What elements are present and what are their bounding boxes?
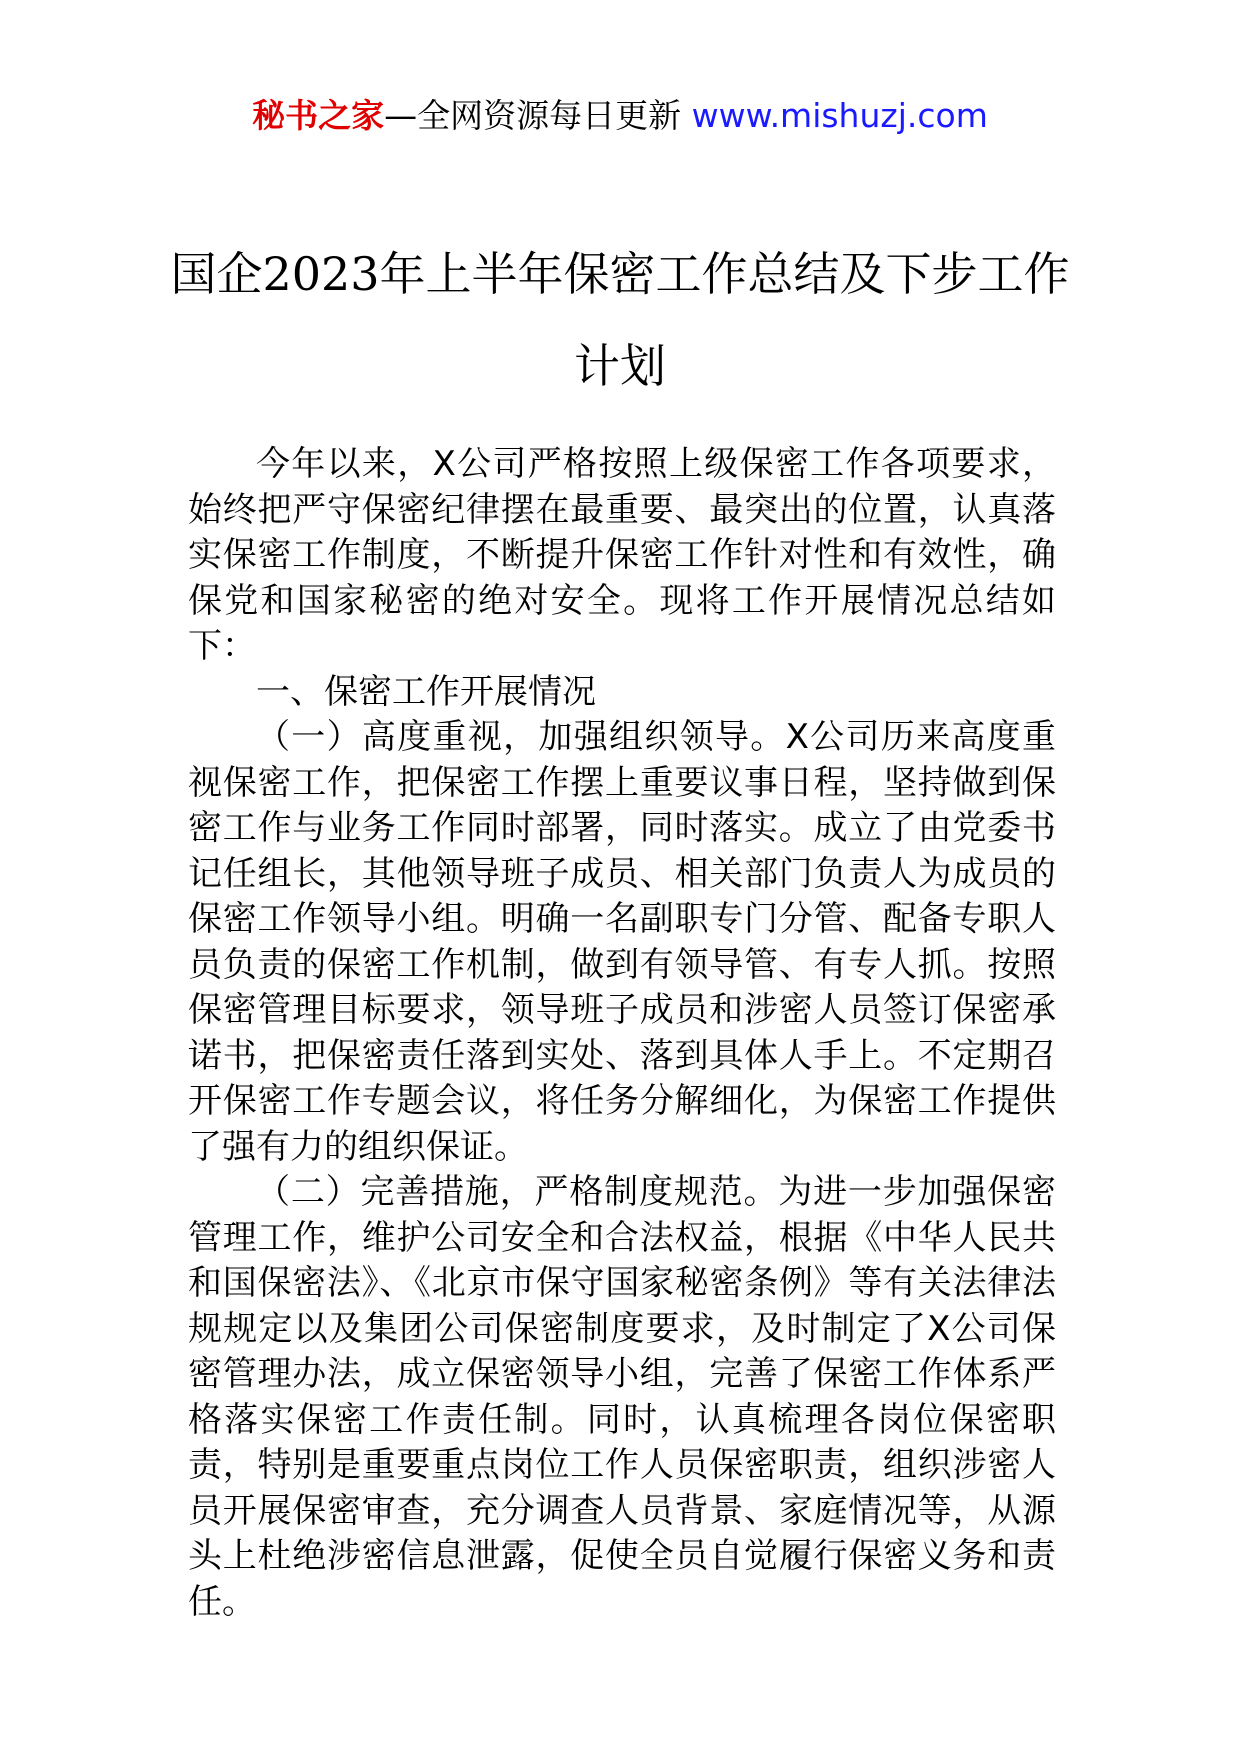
- header-slogan: —全网资源每日更新: [384, 96, 692, 135]
- paragraph-organization: （一）高度重视，加强组织领导。X公司历来高度重视保密工作，把保密工作摆上重要议事日程，坚持做到保密工作与业务工作同时部署，同时落实。成立了由党委书记任组长，其他领导班子成员、相关部门负责人为成员的保密工作领导小组。明确一名副职专门分管、配备专职人员负责的保密工作机制，做到有领导管、有专人抓。按照保密管理目标要求，领导班子成员和涉密人员签订保密承诺书，把保密责任落到实处、落到具体人手上。不定期召开保密工作专题会议，将任务分解细化，为保密工作提供了强有力的组织保证。: [188, 717, 1056, 1167]
- intro-paragraph: 今年以来，X公司严格按照上级保密工作各项要求，始终把严守保密纪律摆在最重要、最突出的位置，认真落实保密工作制度，不断提升保密工作针对性和有效性，确保党和国家秘密的绝对安全。现将工作开展情况总结如下：: [188, 444, 1056, 666]
- paragraph-regulations: （二）完善措施，严格制度规范。为进一步加强保密管理工作，维护公司安全和合法权益，根据《中华人民共和国保密法》、《北京市保守国家秘密条例》等有关法律法规规定以及集团公司保密制度要求，及时制定了X公司保密管理办法，成立保密领导小组，完善了保密工作体系严格落实保密工作责任制。同时，认真梳理各岗位保密职责，特别是重要重点岗位工作人员保密职责，组织涉密人员开展保密审查，充分调查人员背景、家庭情况等，从源头上杜绝涉密信息泄露，促使全员自觉履行保密义务和责任。: [188, 1172, 1056, 1622]
- document-title: 国企2023年上半年保密工作总结及下步工作计划: [170, 247, 1070, 393]
- section-heading: 一、保密工作开展情况: [256, 671, 596, 712]
- site-header: [0, 96, 1240, 136]
- site-url-link[interactable]: www.mishuzj.com: [691, 96, 988, 135]
- brand-name: 秘书之家: [252, 96, 385, 135]
- document-body: [188, 442, 1056, 1625]
